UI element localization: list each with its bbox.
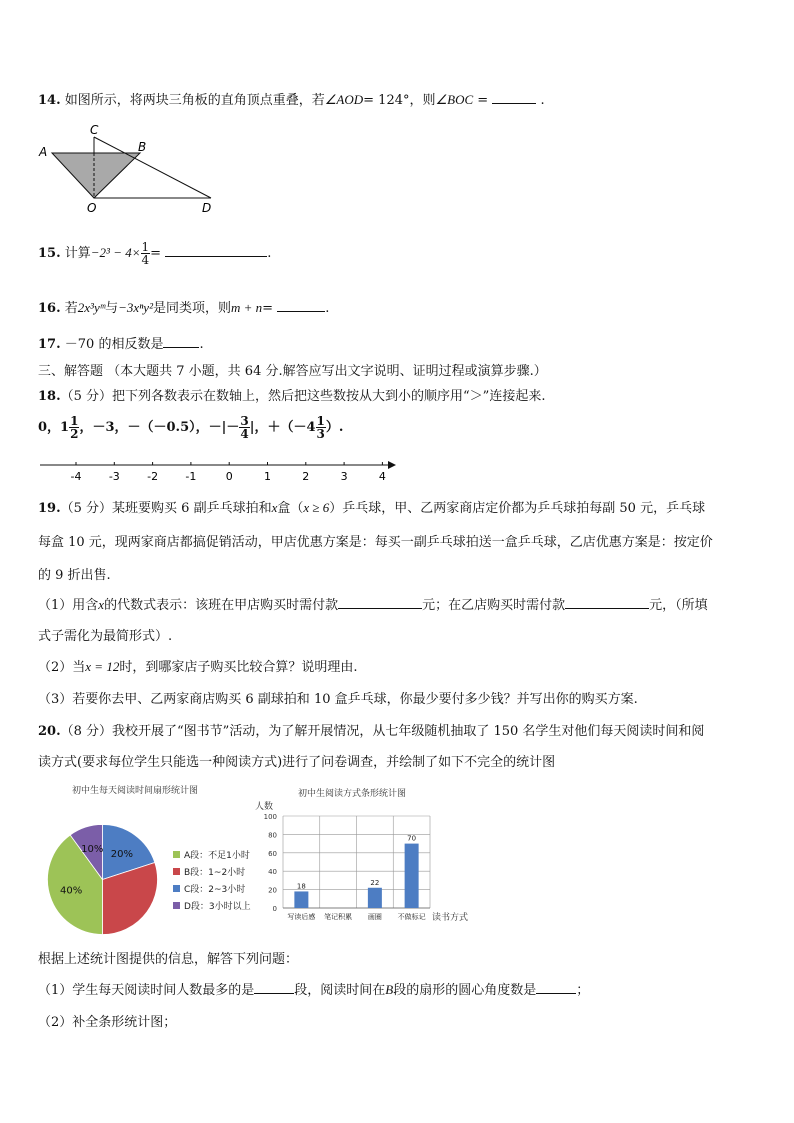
- q18-numbers-line: [38, 413, 343, 443]
- q18-n1-den: 2: [70, 427, 79, 441]
- q15-frac-num: 1: [141, 240, 150, 254]
- bar-chart-xlabel: 读书方式: [432, 913, 469, 923]
- number-line-tick-label: -4: [70, 470, 82, 483]
- q20-p1-var: B: [385, 982, 394, 997]
- q20-p1-a: （1）学生每天阅读时间人数最多的是: [38, 983, 255, 998]
- q18-n5: ）.: [325, 420, 344, 435]
- pie-chart: [45, 822, 160, 937]
- q19-number: 19.: [38, 501, 61, 516]
- q19-cond: x ≥ 6: [303, 500, 330, 515]
- q19-p2-a: （2）当: [38, 660, 86, 675]
- pie-legend-label: B段：1~2小时: [184, 868, 246, 878]
- q19-part2: [38, 656, 357, 675]
- number-line-tick-label: 1: [264, 470, 271, 483]
- bar-chart-ylabel: 人数: [255, 802, 274, 812]
- q14-end: .: [540, 93, 545, 108]
- pie-legend-item: [173, 846, 251, 863]
- q14-text-b: ，则: [409, 93, 436, 108]
- q18-n1-frac: [69, 415, 79, 440]
- pie-slice-label: 40%: [59, 885, 83, 897]
- q19-p1-a: （1）用含: [38, 598, 99, 613]
- q18-n2: ，－3，－（－0.5），－|－: [79, 420, 240, 435]
- bar: [294, 891, 308, 908]
- q16-eq: =: [262, 301, 274, 316]
- bar-chart: [250, 784, 480, 924]
- pie-legend-label: D段：3小时以上: [184, 902, 251, 912]
- bar-ytick-label: 80: [268, 831, 277, 840]
- bar-category-label: 不做标记: [397, 913, 426, 921]
- q15-fraction: [141, 241, 151, 266]
- q19-p1-b: 的代数式表示：该班在甲店购买时需付款: [104, 598, 339, 613]
- q17-line: [38, 333, 204, 352]
- q17-answer-blank[interactable]: [163, 335, 199, 348]
- q19-line1-b: 盒（: [277, 501, 304, 516]
- q16-number: 16.: [38, 301, 61, 316]
- label-b: B: [138, 140, 147, 154]
- q15-line: [38, 240, 271, 267]
- q20-p1-c: 段的扇形的圆心角度数是: [393, 983, 537, 998]
- label-a: A: [39, 145, 48, 159]
- q15-number: 15.: [38, 246, 61, 261]
- number-line-tick-label: 4: [378, 470, 386, 483]
- number-line-tick-label: 0: [225, 470, 233, 483]
- q17-text: －70 的相反数是: [64, 337, 164, 352]
- q19-p1-d: 元，（所填: [649, 598, 708, 613]
- q18-number: 18.: [38, 389, 61, 404]
- q19-line1-c: ）乒乓球，甲、乙两家商店定价都为乒乓球拍每副 50 元，乒乓球: [329, 501, 706, 516]
- q20-p1-d: ；: [576, 983, 590, 998]
- q18-n4-frac: [316, 415, 326, 440]
- pie-legend-swatch: [173, 885, 180, 892]
- q19-line2: 每盒 10 元，现两家商店都搞促销活动，甲店优惠方案是：每买一副乒乓球拍送一盒乒乓球，乙店优惠方案是：按定价: [38, 535, 713, 550]
- q18-n1-num: 1: [70, 414, 79, 428]
- q19-part1: [38, 594, 708, 613]
- q16-expr2: −3xⁿy²: [118, 300, 153, 315]
- q15-end: .: [267, 246, 272, 261]
- label-c: C: [90, 123, 99, 137]
- q20-part1: [38, 979, 589, 998]
- bar-category-label: 写读后感: [287, 913, 316, 921]
- bar-ytick-label: 20: [268, 886, 277, 895]
- q19-var-x: x: [271, 500, 278, 515]
- q16-text-b: 与: [105, 301, 119, 316]
- label-d: D: [202, 201, 212, 215]
- q14-eq-value: = 124°: [363, 93, 410, 108]
- q16-end: .: [325, 301, 330, 316]
- pie-slice-label: 10%: [81, 844, 104, 856]
- bar-value-label: 22: [370, 878, 380, 887]
- q14-line: [38, 89, 545, 108]
- q18-n1-int: 1: [60, 420, 70, 435]
- pie-slice-label: 20%: [110, 848, 134, 860]
- q19-p1-c: 元；在乙店购买时需付款: [422, 598, 566, 613]
- number-line-tick-label: -3: [108, 470, 120, 483]
- q14-eq: =: [473, 93, 489, 108]
- pie-legend-swatch: [173, 868, 180, 875]
- q18-n3-den: 4: [240, 427, 249, 441]
- q16-text-a: 若: [64, 301, 78, 316]
- q14-angle-boc: ∠BOC: [435, 92, 474, 107]
- number-line-tick-label: -1: [185, 470, 197, 483]
- pie-legend-swatch: [173, 902, 180, 909]
- q14-angle-aod: ∠AOD: [324, 92, 364, 107]
- q18-n3-num: 3: [240, 414, 249, 428]
- pie-legend-label: A段：不足1小时: [184, 851, 250, 861]
- q19-line1-a: （5 分）某班要购买 6 副乒乓球拍和: [60, 501, 272, 516]
- number-line-tick-label: -2: [147, 470, 159, 483]
- q18-n3-frac: [239, 415, 249, 440]
- q20-number: 20.: [38, 724, 61, 739]
- q18-number-line: [38, 456, 398, 486]
- q20-line1-text: （8 分）我校开展了“图书节”活动，为了解开展情况，从七年级随机抽取了 150 名学生对他们每天阅读时间和阅: [60, 724, 705, 739]
- bar-value-label: 70: [407, 834, 417, 843]
- q19-line3: 的 9 折出售.: [38, 568, 111, 583]
- q16-expr1: 2x³yᵐ: [77, 300, 106, 315]
- q20-line1: [38, 720, 704, 739]
- bar: [405, 844, 419, 908]
- bar-ytick-label: 100: [263, 813, 277, 821]
- q18-n4-num: 1: [316, 414, 325, 428]
- q16-line: [38, 297, 329, 316]
- q14-answer-blank[interactable]: [492, 91, 536, 104]
- q19-p1-blank-yi[interactable]: [565, 596, 649, 609]
- q20-p1-blank-segment[interactable]: [254, 981, 294, 994]
- q20-p1-b: 段，阅读时间在: [294, 983, 386, 998]
- bar-ytick-label: 0: [272, 905, 277, 913]
- q14-triangle-figure: [34, 120, 224, 216]
- q19-p2-eq: x = 12: [85, 659, 120, 674]
- pie-legend: [173, 846, 251, 914]
- q19-p1-blank-jia[interactable]: [338, 596, 422, 609]
- q18-n0: 0，: [38, 420, 61, 435]
- q20-part2: （2）补全条形统计图；: [38, 1015, 177, 1030]
- q17-number: 17.: [38, 337, 61, 352]
- section3-heading: 三、解答题 （本大题共 7 小题，共 64 分.解答应写出文字说明、证明过程或演算步骤.）: [38, 364, 547, 379]
- number-line-arrow: [388, 461, 396, 469]
- pie-legend-item: [173, 897, 251, 914]
- bar-category-label: 笔记积累: [324, 913, 353, 921]
- q15-answer-blank[interactable]: [165, 244, 267, 257]
- q19-part1-cont: 式子需化为最简形式）.: [38, 629, 173, 644]
- number-line-tick-label: 3: [340, 470, 348, 483]
- q18-n4: |，＋（－4: [249, 420, 316, 435]
- bar-chart-title: 初中生阅读方式条形统计图: [298, 789, 407, 799]
- pie-chart-title: 初中生每天阅读时间扇形统计图: [72, 786, 199, 796]
- q15-eq: =: [150, 246, 162, 261]
- pie-legend-item: [173, 863, 251, 880]
- q19-line1: [38, 497, 705, 516]
- bar: [368, 888, 382, 908]
- number-line-tick-label: 2: [302, 470, 310, 483]
- q19-p2-b: 时，到哪家店子购买比较合算？说明理由.: [119, 660, 358, 675]
- pie-legend-item: [173, 880, 251, 897]
- bar-ytick-label: 40: [268, 868, 277, 877]
- pie-legend-label: C段：2~3小时: [184, 885, 246, 895]
- q14-text-a: 如图所示，将两块三角板的直角顶点重叠，若: [64, 93, 325, 108]
- q16-text-c: 是同类项，则: [152, 301, 231, 316]
- q19-p1-var: x: [98, 597, 105, 612]
- q18-line: [38, 385, 545, 404]
- q15-frac-den: 4: [141, 253, 150, 267]
- bar-value-label: 18: [296, 882, 306, 891]
- q16-expr3: m + n: [230, 300, 263, 315]
- q20-after-text: 根据上述统计图提供的信息，解答下列问题：: [38, 952, 299, 967]
- q16-answer-blank[interactable]: [277, 299, 325, 312]
- bar-category-label: 画圈: [367, 913, 382, 921]
- q18-n4-den: 3: [316, 427, 325, 441]
- triangle-aob-shaded: [52, 153, 140, 198]
- q18-text: （5 分）把下列各数表示在数轴上，然后把这些数按从大到小的顺序用“＞”连接起来.: [60, 389, 546, 404]
- pie-legend-swatch: [173, 851, 180, 858]
- q17-end: .: [199, 337, 204, 352]
- q20-p1-blank-angle[interactable]: [536, 981, 576, 994]
- q19-part3: （3）若要你去甲、乙两家商店购买 6 副球拍和 10 盒乒乓球，你最少要付多少钱？并写出你的购买方案.: [38, 692, 638, 707]
- q14-number: 14.: [38, 93, 61, 108]
- q15-text: 计算: [64, 246, 91, 261]
- q20-line2: 读方式(要求每位学生只能选一种阅读方式)进行了问卷调查，并绘制了如下不完全的统计图: [38, 755, 556, 770]
- q15-expr: −2³ − 4×: [90, 245, 141, 260]
- label-o: O: [87, 201, 97, 215]
- bar-ytick-label: 60: [268, 849, 277, 858]
